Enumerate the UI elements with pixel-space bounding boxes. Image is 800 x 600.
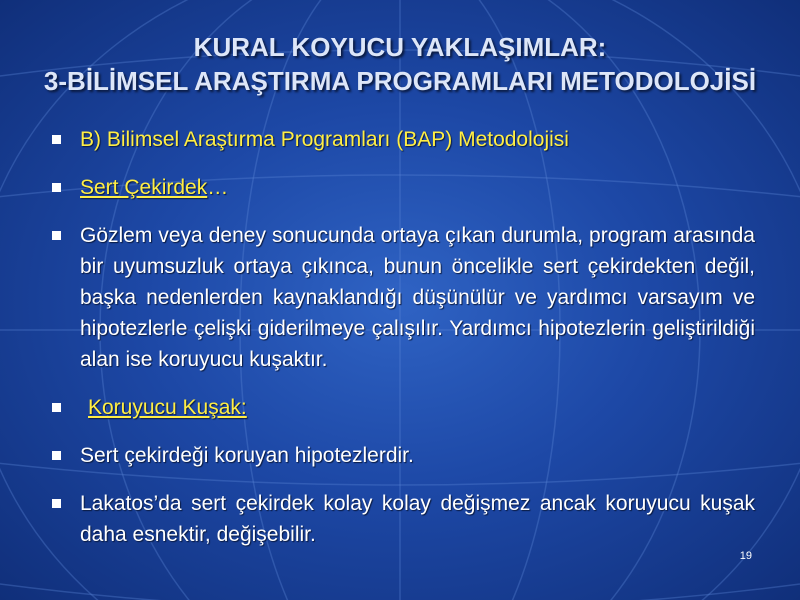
title-line-2: 3-BİLİMSEL ARAŞTIRMA PROGRAMLARI METODOLOJİSİ [43, 66, 757, 96]
bullet-text: Gözlem veya deney sonucunda ortaya çıkan durumla, program arasında bir uyumsuzluk ortaya çıkınca, bunun öncelikle sert çekirdekten değil, başka nedenlerden kaynaklandığı düşünülür ve yardımcı varsayım ve hipotezlerle çelişki giderilmeye çalışılır. Yardımcı hipotezlerin geliştirildiği alan ise koruyucu kuşaktır. [80, 224, 755, 371]
bullet-label-protective-belt: Koruyucu Kuşak: [88, 396, 247, 419]
square-bullet-icon [52, 135, 61, 144]
bullet-lakatos [50, 488, 755, 550]
page-number: 19 [739, 550, 752, 562]
bullet-label-hard-core: Sert Çekirdek [80, 176, 208, 199]
square-bullet-icon [52, 499, 61, 508]
bullet-protective-belt [50, 392, 755, 423]
square-bullet-icon [52, 403, 61, 412]
bullet-hard-core [50, 172, 755, 203]
bullet-ellipsis: … [207, 176, 229, 199]
bullet-bap-methodology [50, 124, 755, 155]
square-bullet-icon [52, 451, 61, 460]
bullet-protecting-hypotheses [50, 440, 755, 471]
bullet-observation-conflict [50, 220, 755, 375]
bullet-text: B) Bilimsel Araştırma Programları (BAP) Metodolojisi [80, 128, 569, 151]
square-bullet-icon [52, 231, 61, 240]
square-bullet-icon [52, 183, 61, 192]
bullet-text: Lakatos’da sert çekirdek kolay kolay değişmez ancak koruyucu kuşak daha esnektir, değişebilir. [80, 492, 755, 546]
slide-title [20, 30, 780, 98]
bullet-text: Sert çekirdeği koruyan hipotezlerdir. [80, 444, 414, 467]
bullet-list [50, 124, 755, 550]
title-line-1: KURAL KOYUCU YAKLAŞIMLAR: [193, 32, 607, 62]
